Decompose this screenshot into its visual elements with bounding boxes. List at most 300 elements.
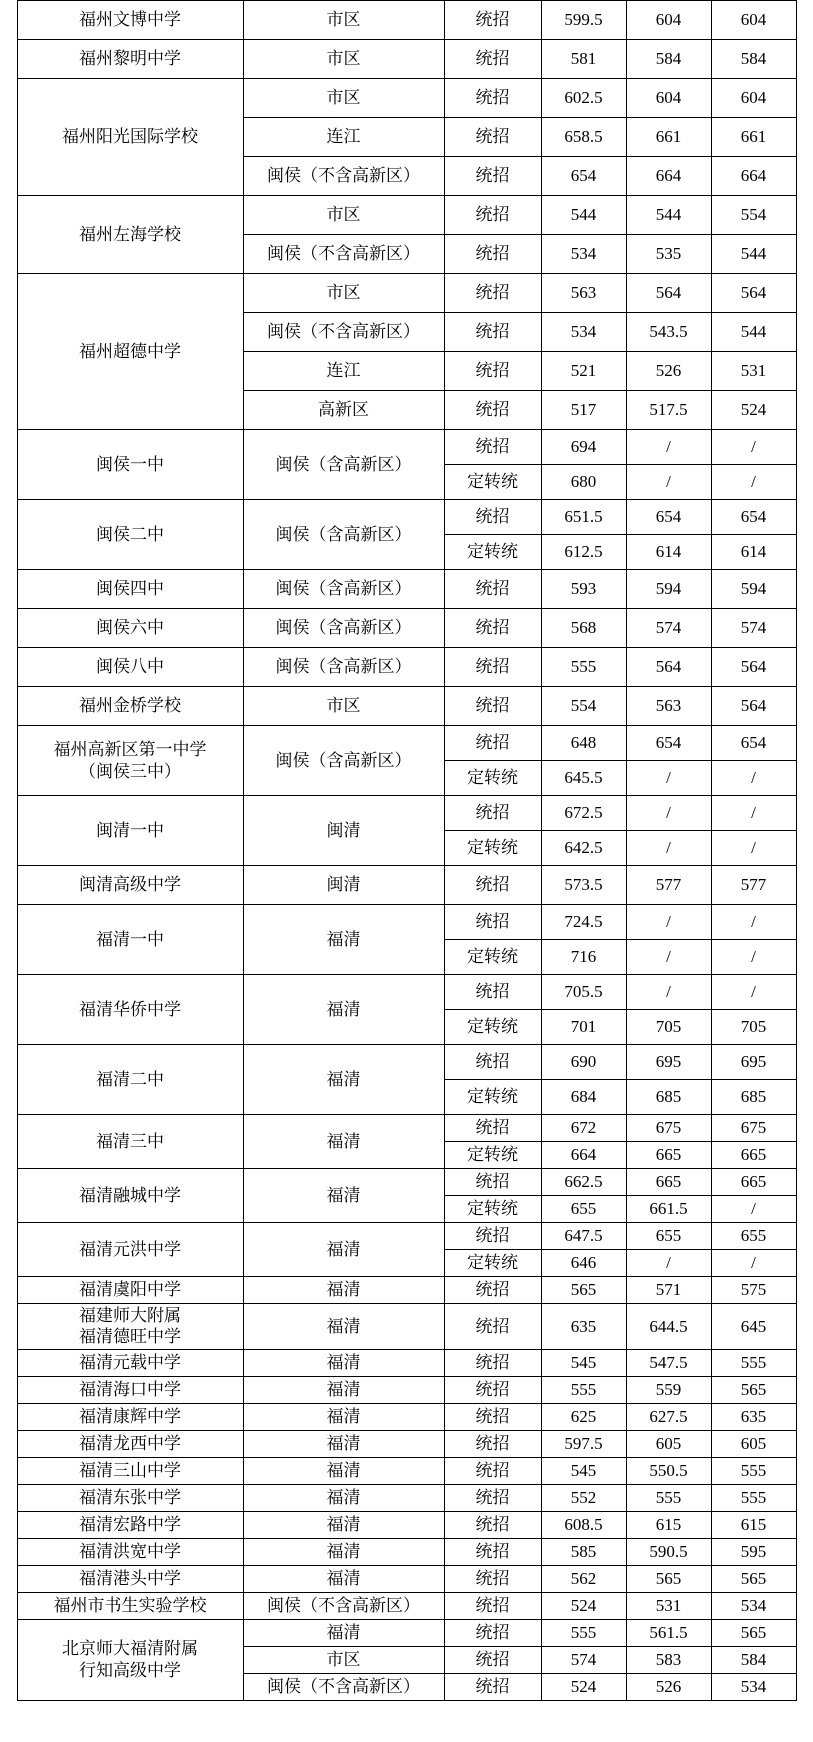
score-cell-2: 654 (626, 500, 711, 535)
score-cell-3: 614 (711, 535, 796, 570)
score-cell-2: 661.5 (626, 1196, 711, 1223)
area-cell: 闽侯（不含高新区） (243, 1673, 444, 1700)
school-name-cell: 福州黎明中学 (17, 40, 243, 79)
area-cell: 福清 (243, 1430, 444, 1457)
admission-type-cell: 统招 (444, 40, 541, 79)
score-cell-2: 654 (626, 726, 711, 761)
score-cell-2: 564 (626, 648, 711, 687)
score-cell-1: 554 (541, 687, 626, 726)
score-cell-2: 563 (626, 687, 711, 726)
score-cell-3: 705 (711, 1010, 796, 1045)
admission-type-cell: 统招 (444, 1619, 541, 1646)
area-cell: 闽清 (243, 866, 444, 905)
score-cell-3: 577 (711, 866, 796, 905)
score-cell-2: 655 (626, 1223, 711, 1250)
score-cell-2: 526 (626, 352, 711, 391)
area-cell: 市区 (243, 1, 444, 40)
score-cell-1: 684 (541, 1080, 626, 1115)
table-row (17, 1277, 796, 1304)
score-cell-2: 577 (626, 866, 711, 905)
score-cell-3: 565 (711, 1565, 796, 1592)
school-name-cell: 闽侯二中 (17, 500, 243, 570)
score-cell-2: 571 (626, 1277, 711, 1304)
score-cell-1: 658.5 (541, 118, 626, 157)
score-cell-3: 544 (711, 235, 796, 274)
table-row (17, 1115, 796, 1142)
score-cell-2: 604 (626, 1, 711, 40)
score-cell-3: 534 (711, 1673, 796, 1700)
admission-type-cell: 统招 (444, 1304, 541, 1350)
score-cell-1: 599.5 (541, 1, 626, 40)
score-cell-1: 635 (541, 1304, 626, 1350)
table-row (17, 196, 796, 235)
area-cell: 福清 (243, 1403, 444, 1430)
score-cell-1: 534 (541, 235, 626, 274)
admission-type-cell: 定转统 (444, 1196, 541, 1223)
score-cell-3: 654 (711, 726, 796, 761)
admission-type-cell: 定转统 (444, 831, 541, 866)
admission-type-cell: 统招 (444, 796, 541, 831)
score-cell-1: 690 (541, 1045, 626, 1080)
score-cell-3: 655 (711, 1223, 796, 1250)
area-cell: 福清 (243, 1565, 444, 1592)
table-row (17, 687, 796, 726)
admission-type-cell: 统招 (444, 648, 541, 687)
score-cell-1: 534 (541, 313, 626, 352)
score-cell-1: 612.5 (541, 535, 626, 570)
area-cell: 连江 (243, 118, 444, 157)
score-cell-2: 661 (626, 118, 711, 157)
score-cell-2: 555 (626, 1484, 711, 1511)
school-name-cell: 闽清高级中学 (17, 866, 243, 905)
area-cell: 福清 (243, 1169, 444, 1223)
score-cell-3: / (711, 796, 796, 831)
table-row (17, 430, 796, 465)
table-row (17, 1349, 796, 1376)
score-cell-2: 535 (626, 235, 711, 274)
score-cell-3: 595 (711, 1538, 796, 1565)
admission-type-cell: 统招 (444, 352, 541, 391)
score-cell-3: 594 (711, 570, 796, 609)
school-name-cell: 福清海口中学 (17, 1376, 243, 1403)
admission-type-cell: 定转统 (444, 535, 541, 570)
score-cell-2: 559 (626, 1376, 711, 1403)
score-cell-1: 574 (541, 1646, 626, 1673)
table-row (17, 796, 796, 831)
score-cell-3: 604 (711, 79, 796, 118)
score-cell-2: / (626, 465, 711, 500)
table-row (17, 1484, 796, 1511)
admission-type-cell: 统招 (444, 866, 541, 905)
admission-type-cell: 统招 (444, 118, 541, 157)
school-name-cell: 福清二中 (17, 1045, 243, 1115)
score-cell-1: 701 (541, 1010, 626, 1045)
score-cell-2: 675 (626, 1115, 711, 1142)
school-name-cell: 福清三山中学 (17, 1457, 243, 1484)
score-cell-2: 644.5 (626, 1304, 711, 1350)
score-cell-3: 524 (711, 391, 796, 430)
score-cell-3: / (711, 761, 796, 796)
table-row (17, 1, 796, 40)
score-cell-3: 645 (711, 1304, 796, 1350)
score-cell-2: 605 (626, 1430, 711, 1457)
admission-type-cell: 统招 (444, 1349, 541, 1376)
admission-type-cell: 统招 (444, 570, 541, 609)
score-cell-3: 675 (711, 1115, 796, 1142)
area-cell: 闽侯（不含高新区） (243, 1592, 444, 1619)
score-cell-3: 555 (711, 1457, 796, 1484)
school-name-cell: 闽侯八中 (17, 648, 243, 687)
admission-type-cell: 统招 (444, 274, 541, 313)
score-cell-1: 585 (541, 1538, 626, 1565)
area-cell: 福清 (243, 975, 444, 1045)
admission-type-cell: 统招 (444, 1045, 541, 1080)
area-cell: 市区 (243, 687, 444, 726)
score-cell-1: 597.5 (541, 1430, 626, 1457)
score-cell-1: 642.5 (541, 831, 626, 866)
table-row (17, 1376, 796, 1403)
score-cell-2: 561.5 (626, 1619, 711, 1646)
table-row (17, 866, 796, 905)
admission-type-cell: 定转统 (444, 1080, 541, 1115)
table-row (17, 648, 796, 687)
score-cell-1: 724.5 (541, 905, 626, 940)
score-cell-2: 550.5 (626, 1457, 711, 1484)
score-cell-2: 584 (626, 40, 711, 79)
admission-type-cell: 统招 (444, 1592, 541, 1619)
admission-type-cell: 统招 (444, 905, 541, 940)
score-cell-3: 615 (711, 1511, 796, 1538)
admission-type-cell: 定转统 (444, 1010, 541, 1045)
score-cell-1: 654 (541, 157, 626, 196)
score-cell-1: 544 (541, 196, 626, 235)
area-cell: 福清 (243, 1511, 444, 1538)
school-name-cell: 福州左海学校 (17, 196, 243, 274)
admission-type-cell: 统招 (444, 1484, 541, 1511)
table-row (17, 500, 796, 535)
admission-type-cell: 统招 (444, 430, 541, 465)
score-cell-3: 604 (711, 1, 796, 40)
score-cell-1: 555 (541, 648, 626, 687)
score-cell-2: 574 (626, 609, 711, 648)
score-cell-3: 555 (711, 1484, 796, 1511)
table-row (17, 1619, 796, 1646)
area-cell: 闽侯（含高新区） (243, 430, 444, 500)
area-cell: 福清 (243, 905, 444, 975)
score-cell-3: 575 (711, 1277, 796, 1304)
score-cell-1: 672.5 (541, 796, 626, 831)
area-cell: 闽清 (243, 796, 444, 866)
score-cell-3: 685 (711, 1080, 796, 1115)
score-cell-1: 517 (541, 391, 626, 430)
admission-type-cell: 统招 (444, 1457, 541, 1484)
score-cell-3: 555 (711, 1349, 796, 1376)
table-row (17, 570, 796, 609)
score-cell-2: 627.5 (626, 1403, 711, 1430)
admission-type-cell: 统招 (444, 1511, 541, 1538)
score-cell-2: 594 (626, 570, 711, 609)
score-cell-1: 705.5 (541, 975, 626, 1010)
school-name-cell: 福州高新区第一中学 （闽侯三中） (17, 726, 243, 796)
school-name-cell: 福清一中 (17, 905, 243, 975)
score-cell-2: 665 (626, 1142, 711, 1169)
school-name-cell: 闽侯一中 (17, 430, 243, 500)
table-row (17, 975, 796, 1010)
score-cell-2: 517.5 (626, 391, 711, 430)
score-cell-1: 573.5 (541, 866, 626, 905)
score-cell-3: 565 (711, 1376, 796, 1403)
admission-type-cell: 定转统 (444, 1250, 541, 1277)
admission-type-cell: 统招 (444, 1277, 541, 1304)
admission-type-cell: 统招 (444, 1115, 541, 1142)
area-cell: 福清 (243, 1223, 444, 1277)
school-name-cell: 福清康辉中学 (17, 1403, 243, 1430)
table-row (17, 1565, 796, 1592)
score-cell-1: 655 (541, 1196, 626, 1223)
school-name-cell: 福清宏路中学 (17, 1511, 243, 1538)
table-row (17, 1511, 796, 1538)
score-cell-1: 646 (541, 1250, 626, 1277)
area-cell: 福清 (243, 1538, 444, 1565)
score-cell-1: 581 (541, 40, 626, 79)
score-cell-2: / (626, 905, 711, 940)
score-cell-1: 555 (541, 1619, 626, 1646)
school-name-cell: 福清元载中学 (17, 1349, 243, 1376)
score-cell-3: / (711, 831, 796, 866)
score-cell-1: 680 (541, 465, 626, 500)
admission-type-cell: 统招 (444, 235, 541, 274)
school-name-cell: 福清元洪中学 (17, 1223, 243, 1277)
area-cell: 福清 (243, 1349, 444, 1376)
area-cell: 福清 (243, 1619, 444, 1646)
score-cell-3: 564 (711, 687, 796, 726)
table-row (17, 1304, 796, 1350)
score-cell-2: 590.5 (626, 1538, 711, 1565)
table-row (17, 609, 796, 648)
area-cell: 市区 (243, 79, 444, 118)
school-name-cell: 福清港头中学 (17, 1565, 243, 1592)
score-cell-1: 672 (541, 1115, 626, 1142)
score-cell-2: 695 (626, 1045, 711, 1080)
table-row (17, 40, 796, 79)
score-cell-2: 604 (626, 79, 711, 118)
score-cell-1: 648 (541, 726, 626, 761)
school-name-cell: 福清华侨中学 (17, 975, 243, 1045)
score-cell-2: 664 (626, 157, 711, 196)
table-row (17, 1045, 796, 1080)
score-cell-1: 545 (541, 1457, 626, 1484)
score-cell-1: 716 (541, 940, 626, 975)
score-cell-2: 665 (626, 1169, 711, 1196)
area-cell: 福清 (243, 1115, 444, 1169)
admission-type-cell: 统招 (444, 1646, 541, 1673)
table-row (17, 79, 796, 118)
score-cell-1: 694 (541, 430, 626, 465)
score-cell-1: 662.5 (541, 1169, 626, 1196)
area-cell: 福清 (243, 1484, 444, 1511)
school-name-cell: 闽清一中 (17, 796, 243, 866)
admission-type-cell: 统招 (444, 1, 541, 40)
score-cell-1: 647.5 (541, 1223, 626, 1250)
score-cell-1: 568 (541, 609, 626, 648)
score-cell-3: / (711, 975, 796, 1010)
school-name-cell: 福清融城中学 (17, 1169, 243, 1223)
school-name-cell: 闽侯四中 (17, 570, 243, 609)
score-cell-1: 524 (541, 1592, 626, 1619)
table-row (17, 1457, 796, 1484)
school-name-cell: 福州阳光国际学校 (17, 79, 243, 196)
admission-type-cell: 统招 (444, 157, 541, 196)
admission-type-cell: 定转统 (444, 465, 541, 500)
admission-type-cell: 统招 (444, 196, 541, 235)
area-cell: 闽侯（不含高新区） (243, 235, 444, 274)
score-cell-1: 651.5 (541, 500, 626, 535)
score-cell-3: 635 (711, 1403, 796, 1430)
score-cell-1: 555 (541, 1376, 626, 1403)
area-cell: 闽侯（不含高新区） (243, 313, 444, 352)
score-cell-3: 564 (711, 648, 796, 687)
area-cell: 闽侯（含高新区） (243, 570, 444, 609)
area-cell: 闽侯（含高新区） (243, 500, 444, 570)
school-name-cell: 福清龙西中学 (17, 1430, 243, 1457)
score-cell-1: 645.5 (541, 761, 626, 796)
score-cell-1: 565 (541, 1277, 626, 1304)
area-cell: 福清 (243, 1277, 444, 1304)
admission-type-cell: 统招 (444, 1223, 541, 1250)
score-cell-2: / (626, 831, 711, 866)
table-row (17, 726, 796, 761)
score-cell-2: 615 (626, 1511, 711, 1538)
admission-type-cell: 统招 (444, 313, 541, 352)
table-row (17, 1592, 796, 1619)
score-cell-2: 583 (626, 1646, 711, 1673)
score-cell-3: 565 (711, 1619, 796, 1646)
school-name-cell: 闽侯六中 (17, 609, 243, 648)
area-cell: 市区 (243, 40, 444, 79)
table-row (17, 1403, 796, 1430)
school-name-cell: 福州金桥学校 (17, 687, 243, 726)
score-cell-1: 625 (541, 1403, 626, 1430)
score-cell-2: / (626, 940, 711, 975)
score-cell-2: 685 (626, 1080, 711, 1115)
score-cell-2: 614 (626, 535, 711, 570)
score-cell-2: / (626, 975, 711, 1010)
school-name-cell: 福清洪宽中学 (17, 1538, 243, 1565)
school-name-cell: 福州文博中学 (17, 1, 243, 40)
admission-type-cell: 统招 (444, 975, 541, 1010)
table-row (17, 1223, 796, 1250)
score-cell-3: 584 (711, 40, 796, 79)
score-cell-1: 602.5 (541, 79, 626, 118)
table-row (17, 1430, 796, 1457)
table-body (17, 1, 796, 1701)
score-cell-3: / (711, 905, 796, 940)
score-cell-1: 664 (541, 1142, 626, 1169)
score-cell-2: 565 (626, 1565, 711, 1592)
admission-type-cell: 统招 (444, 1565, 541, 1592)
score-cell-2: / (626, 1250, 711, 1277)
area-cell: 福清 (243, 1376, 444, 1403)
area-cell: 市区 (243, 1646, 444, 1673)
area-cell: 闽侯（含高新区） (243, 609, 444, 648)
score-cell-2: 547.5 (626, 1349, 711, 1376)
admission-type-cell: 定转统 (444, 761, 541, 796)
school-name-cell: 福清虞阳中学 (17, 1277, 243, 1304)
score-cell-1: 524 (541, 1673, 626, 1700)
admission-type-cell: 统招 (444, 1430, 541, 1457)
admission-type-cell: 统招 (444, 609, 541, 648)
score-cell-3: / (711, 465, 796, 500)
area-cell: 福清 (243, 1045, 444, 1115)
score-cell-3: 654 (711, 500, 796, 535)
area-cell: 闽侯（含高新区） (243, 726, 444, 796)
school-name-cell: 福清东张中学 (17, 1484, 243, 1511)
score-cell-3: 531 (711, 352, 796, 391)
admission-type-cell: 统招 (444, 500, 541, 535)
area-cell: 市区 (243, 274, 444, 313)
admission-type-cell: 统招 (444, 1169, 541, 1196)
admission-type-cell: 统招 (444, 687, 541, 726)
score-cell-1: 545 (541, 1349, 626, 1376)
score-cell-1: 521 (541, 352, 626, 391)
score-cell-3: 584 (711, 1646, 796, 1673)
school-name-cell: 福建师大附属 福清德旺中学 (17, 1304, 243, 1350)
score-cell-3: 544 (711, 313, 796, 352)
score-cell-1: 562 (541, 1565, 626, 1592)
score-cell-3: 605 (711, 1430, 796, 1457)
score-cell-1: 563 (541, 274, 626, 313)
admission-type-cell: 统招 (444, 1538, 541, 1565)
score-cell-3: / (711, 430, 796, 465)
admission-score-table (17, 0, 797, 1701)
score-cell-1: 593 (541, 570, 626, 609)
score-cell-3: 534 (711, 1592, 796, 1619)
area-cell: 福清 (243, 1457, 444, 1484)
score-cell-2: / (626, 430, 711, 465)
school-name-cell: 福州超德中学 (17, 274, 243, 430)
admission-type-cell: 统招 (444, 726, 541, 761)
score-cell-3: 554 (711, 196, 796, 235)
score-cell-2: 564 (626, 274, 711, 313)
score-cell-2: 544 (626, 196, 711, 235)
score-cell-3: / (711, 940, 796, 975)
admission-type-cell: 统招 (444, 1376, 541, 1403)
score-cell-1: 608.5 (541, 1511, 626, 1538)
area-cell: 连江 (243, 352, 444, 391)
score-cell-1: 552 (541, 1484, 626, 1511)
school-name-cell: 福清三中 (17, 1115, 243, 1169)
score-cell-3: 665 (711, 1169, 796, 1196)
admission-type-cell: 统招 (444, 79, 541, 118)
score-cell-3: 665 (711, 1142, 796, 1169)
area-cell: 高新区 (243, 391, 444, 430)
score-cell-2: 526 (626, 1673, 711, 1700)
score-cell-3: / (711, 1250, 796, 1277)
score-cell-2: / (626, 796, 711, 831)
score-cell-3: / (711, 1196, 796, 1223)
area-cell: 福清 (243, 1304, 444, 1350)
score-cell-3: 564 (711, 274, 796, 313)
admission-type-cell: 定转统 (444, 940, 541, 975)
table-row (17, 274, 796, 313)
table-row (17, 1169, 796, 1196)
score-cell-3: 695 (711, 1045, 796, 1080)
area-cell: 闽侯（不含高新区） (243, 157, 444, 196)
score-cell-2: 705 (626, 1010, 711, 1045)
admission-type-cell: 统招 (444, 1403, 541, 1430)
table-row (17, 905, 796, 940)
table-row (17, 1538, 796, 1565)
